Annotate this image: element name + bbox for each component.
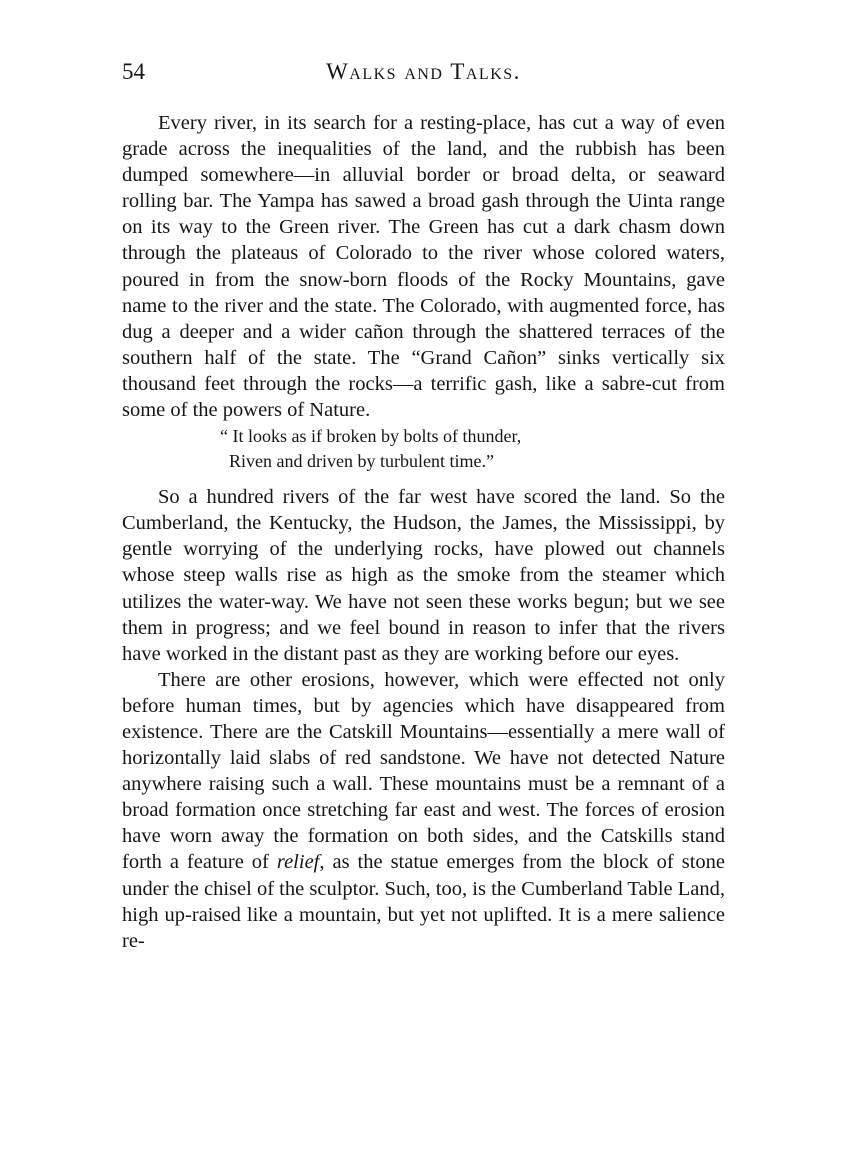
paragraph-text-part-1: There are other erosions, however, which were effected not only before human times, but by agencies which have disappeared from existence. There are the Catskill Mountains—essentially a mere wall of horizontally laid slabs of red sandstone. We have not detected Nature anywhere raising such a wall. These mountains must be a remnant of a broad formation once stretching far east and west. The forces of erosion have worn away the formation on both sides, and the Catskills stand forth a feature of xyxy=(122,668,725,874)
emphasis-relief: relief xyxy=(276,851,320,874)
body-text xyxy=(122,110,725,954)
verse-line-2: Riven and driven by turbulent time.” xyxy=(229,451,494,472)
page-number: 54 xyxy=(122,59,145,84)
verse-line-1: “ It looks as if broken by bolts of thunder, xyxy=(220,426,522,447)
running-title: Walks and Talks. xyxy=(326,59,521,84)
verse-quotation xyxy=(220,424,725,474)
paragraph-hundred-rivers: So a hundred rivers of the far west have scored the land. So the Cumberland, the Kentucky, the Hudson, the James, the Mississippi, by gentle worrying of the underlying rocks, have plowed out channels whose steep walls rise as high as the smoke from the steamer which utilizes the water-way. We have not seen these works begun; but we see them in progress; and we feel bound in reason to infer that the rivers have worked in the distant past as they are working before our eyes. xyxy=(122,486,725,665)
paragraph-text-part-2: , as the statue emerges from the block of stone under the chisel of the sculptor. Such, too, is the Cumberland Table Land, high up-raised like a mountain, but yet not uplifted. It is a mere salience re- xyxy=(122,851,725,952)
running-head xyxy=(122,52,725,92)
paragraph-rivers-cutting: Every river, in its search for a resting-place, has cut a way of even grade across the inequalities of the land, and the rubbish has been dumped somewhere—in alluvial border or broad delta, or seaward rolling bar. The Yampa has sawed a broad gash through the Uinta range on its way to the Green river. The Green has cut a dark chasm down through the plateaus of Colorado to the river whose colored waters, poured in from the snow-born floods of the Rocky Mountains, gave name to the river and the state. The Colorado, with augmented force, has dug a deeper and a wider cañon through the shattered terraces of the southern half of the state. The “Grand Cañon” sinks vertically six thousand feet through the rocks—a terrific gash, like a sabre-cut from some of the powers of Nature. xyxy=(122,112,725,422)
book-page xyxy=(122,52,725,954)
paragraph-other-erosions xyxy=(122,667,725,954)
